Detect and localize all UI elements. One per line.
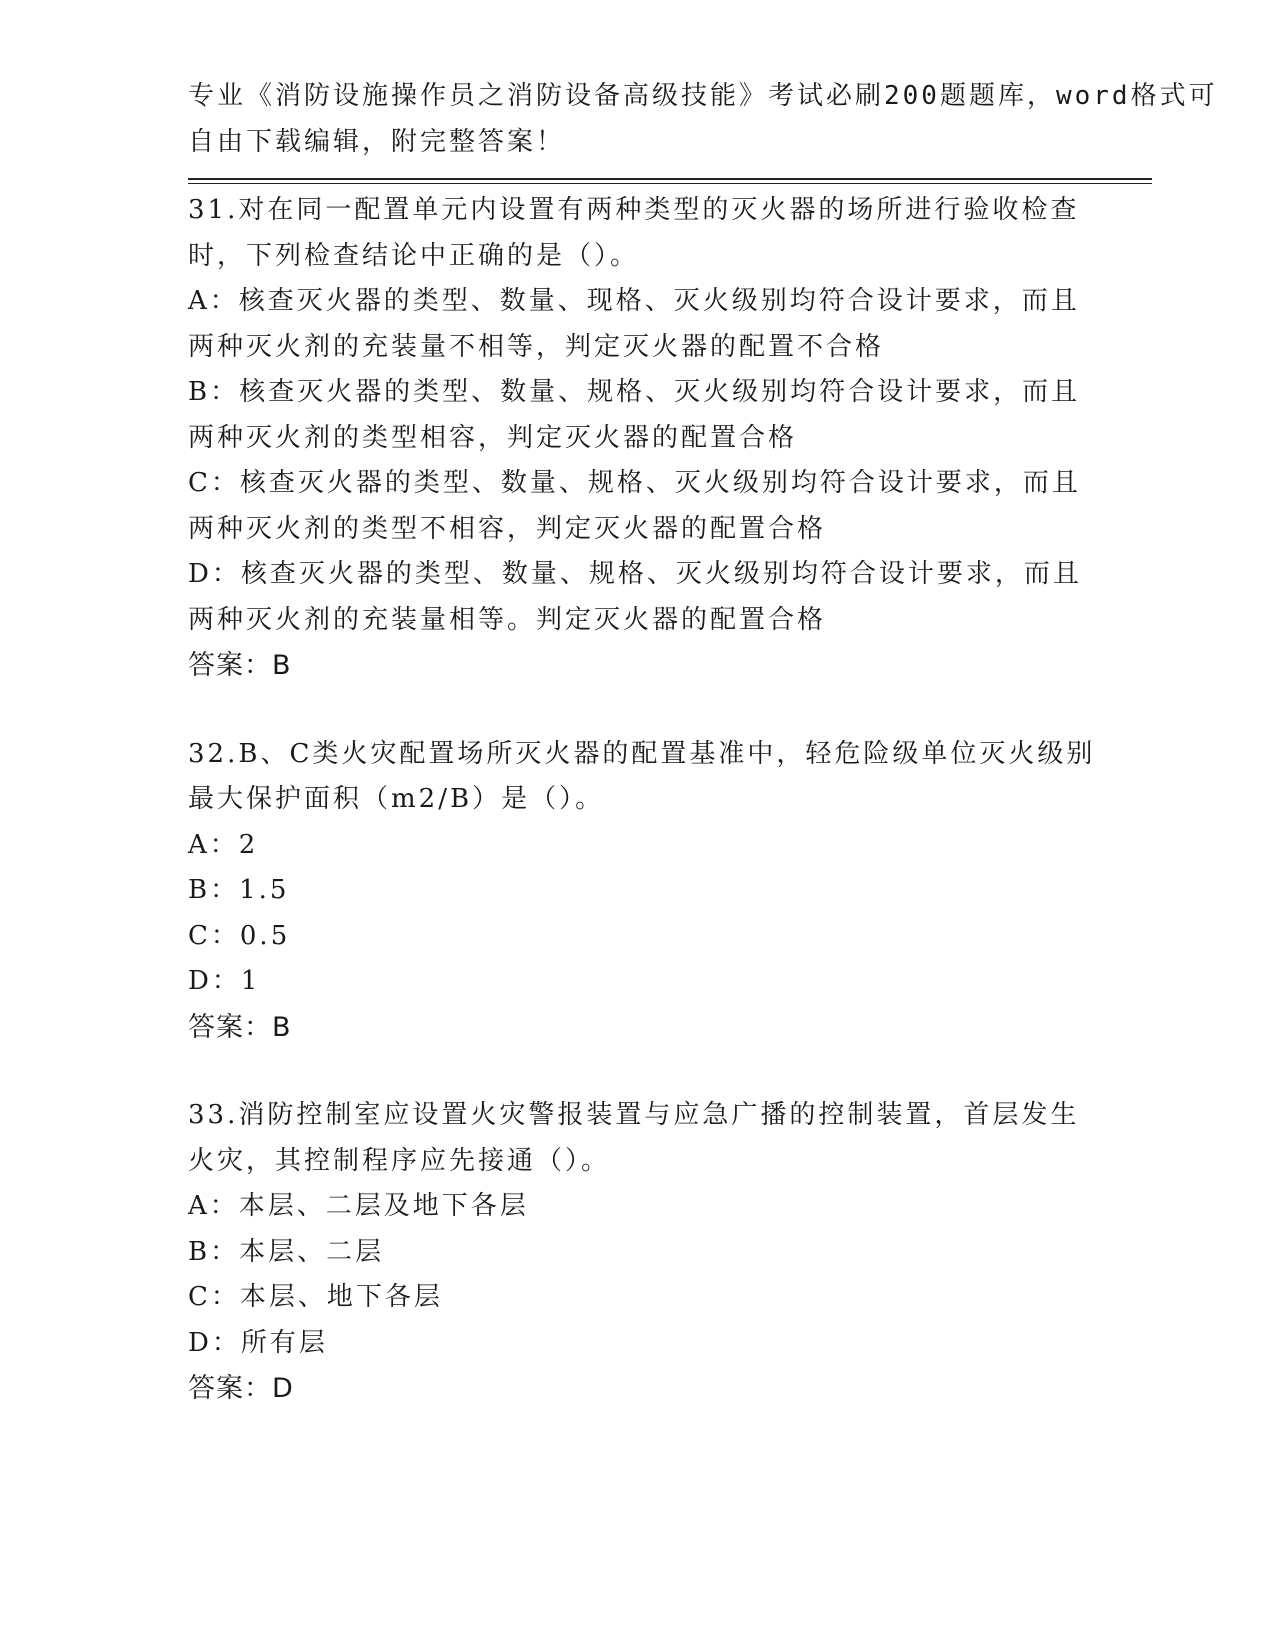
option-c: C：0.5 bbox=[188, 920, 291, 951]
option-a: A：本层、二层及地下各层 bbox=[188, 1191, 529, 1221]
option-b: B：1.5 bbox=[188, 875, 290, 905]
question-32 bbox=[188, 732, 1096, 1051]
question-stem: 33.消防控制室应设置火灾警报装置与应急广播的控制装置，首层发生 bbox=[188, 1100, 1080, 1130]
document-header bbox=[188, 74, 1218, 165]
question-stem: 32.B、C类火灾配置场所灭火器的配置基准中，轻危险级单位灭火级别 bbox=[188, 738, 1096, 769]
option-b: B：本层、二层 bbox=[188, 1236, 385, 1267]
option-d: D：核查灭火器的类型、数量、规格、灭火级别均符合设计要求，而且 bbox=[188, 559, 1082, 589]
option-a: A：2 bbox=[188, 829, 259, 860]
option-c: C：本层、地下各层 bbox=[188, 1282, 443, 1312]
header-divider bbox=[188, 178, 1152, 180]
option-c: C：核查灭火器的类型、数量、规格、灭火级别均符合设计要求，而且 bbox=[188, 468, 1081, 498]
question-31 bbox=[188, 188, 1088, 689]
answer-line: 答案：D bbox=[188, 1373, 294, 1404]
answer-line: 答案：B bbox=[188, 650, 292, 681]
option-d: D：所有层 bbox=[188, 1327, 328, 1358]
option-b-cont: 两种灭火剂的类型相容，判定灭火器的配置合格 bbox=[188, 422, 798, 453]
option-a: A：核查灭火器的类型、数量、现格、灭火级别均符合设计要求，而且 bbox=[188, 286, 1080, 316]
option-a-cont: 两种灭火剂的充装量不相等，判定灭火器的配置不合格 bbox=[188, 331, 885, 362]
header-divider-thin bbox=[188, 183, 1152, 184]
option-c-cont: 两种灭火剂的类型不相容，判定灭火器的配置合格 bbox=[188, 513, 827, 544]
question-stem: 火灾，其控制程序应先接通（）。 bbox=[188, 1145, 611, 1176]
question-33 bbox=[188, 1093, 1088, 1412]
option-b: B：核查灭火器的类型、数量、规格、灭火级别均符合设计要求，而且 bbox=[188, 377, 1081, 407]
question-stem: 最大保护面积（m2/B）是（）。 bbox=[188, 784, 605, 814]
question-stem: 时，下列检查结论中正确的是（）。 bbox=[188, 240, 640, 271]
question-stem: 31.对在同一配置单元内设置有两种类型的灭火器的场所进行验收检查 bbox=[188, 195, 1080, 225]
option-d: D：1 bbox=[188, 966, 261, 996]
answer-line: 答案：B bbox=[188, 1011, 292, 1043]
option-d-cont: 两种灭火剂的充装量相等。判定灭火器的配置合格 bbox=[188, 604, 827, 635]
header-line: 自由下载编辑，附完整答案！ bbox=[188, 126, 566, 157]
header-line: 专业《消防设施操作员之消防设备高级技能》考试必刷200题题库，word格式可 bbox=[188, 81, 1218, 111]
question-list bbox=[188, 188, 1096, 1455]
